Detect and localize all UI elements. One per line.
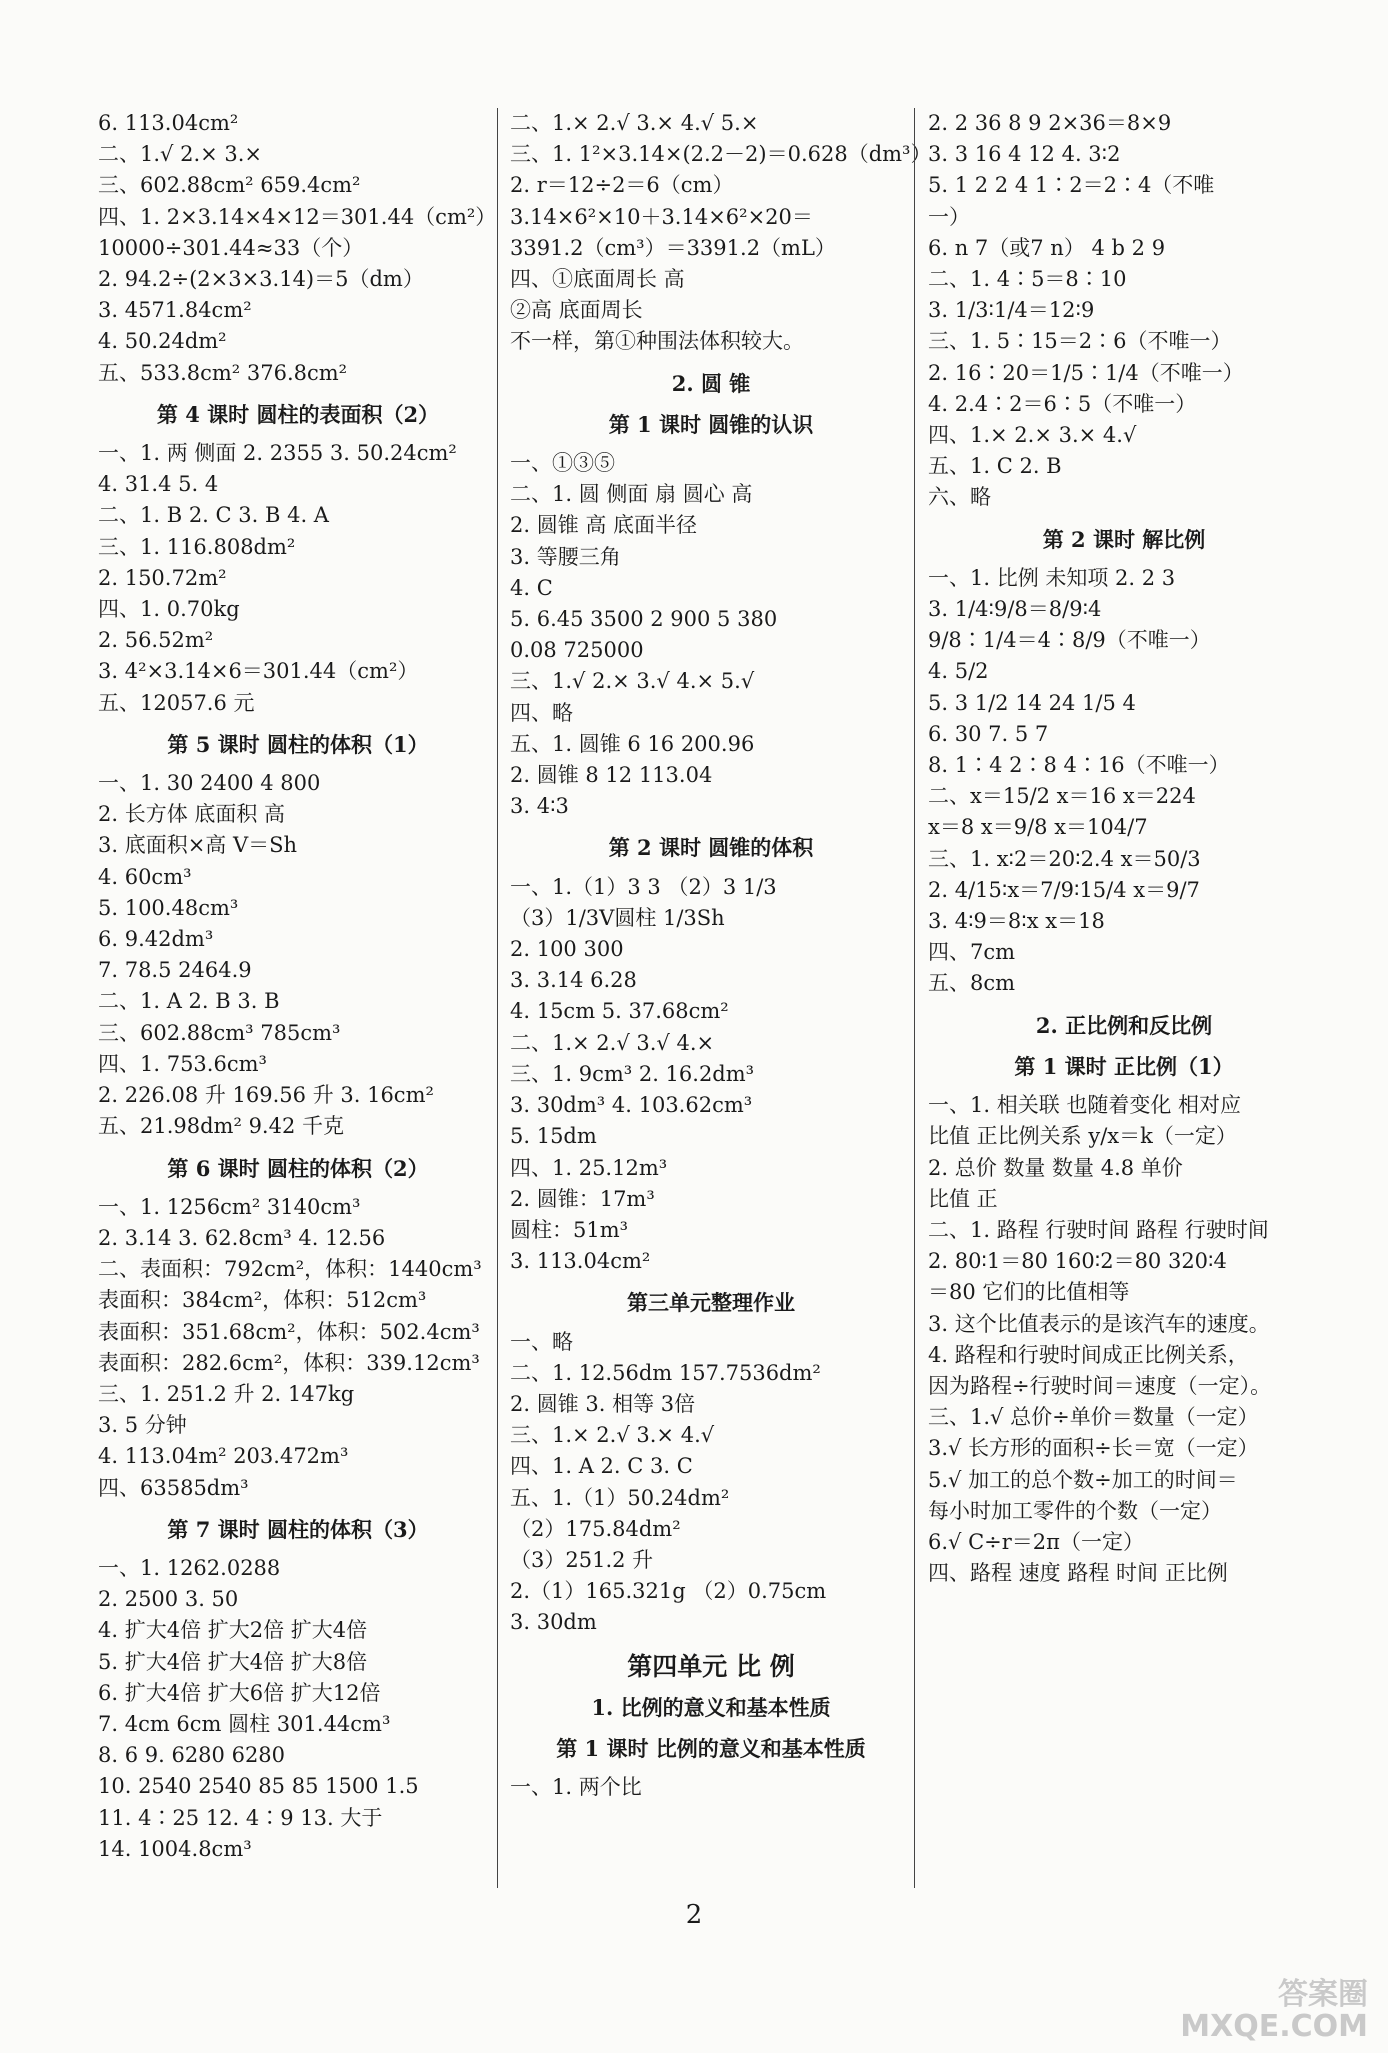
answer-line: 五、533.8cm² 376.8cm² xyxy=(98,360,348,385)
answer-line: 3. 等腰三角 xyxy=(510,544,621,569)
answer-line: 2. 4/15∶x＝7/9∶15/4 x＝9/7 xyxy=(928,877,1200,902)
answer-line: 3. 4²×3.14×6＝301.44（cm²） xyxy=(98,659,419,684)
answer-line: 3. 底面积×高 V＝Sh xyxy=(98,833,298,858)
answer-line: ②高 底面周长 xyxy=(510,298,643,323)
section-heading: 第三单元整理作业 xyxy=(627,1290,795,1316)
answer-line: 2. 长方体 底面积 高 xyxy=(98,802,286,827)
answer-line: 9/8∶1/4＝4∶8/9（不唯一） xyxy=(928,628,1211,653)
answer-line: 3. 30dm xyxy=(510,1610,597,1635)
answer-line: 6.√ C÷r＝2π（一定） xyxy=(928,1529,1144,1554)
answer-line: 2. 2 36 8 9 2×36＝8×9 xyxy=(928,111,1172,135)
answer-line: 二、1. 4∶5＝8∶10 xyxy=(928,267,1127,292)
answer-line: 4. 60cm³ xyxy=(98,864,192,889)
answer-line: 2. 2500 3. 50 xyxy=(98,1587,239,1612)
answer-line: 三、1. x∶2＝20∶2.4 x＝50/3 xyxy=(928,846,1201,871)
answer-line: 5. 3 1/2 14 24 1/5 4 xyxy=(928,690,1136,715)
answer-line: 6. 30 7. 5 7 xyxy=(928,721,1049,746)
answer-line: 5. 100.48cm³ xyxy=(98,895,239,920)
answer-line: 五、12057.6 元 xyxy=(98,690,255,715)
column-middle xyxy=(510,108,932,1803)
answer-line: 4. 50.24dm² xyxy=(98,329,227,354)
section-heading: 第 6 课时 圆柱的体积（2） xyxy=(167,1155,429,1181)
answer-line: 一、1. 1262.0288 xyxy=(98,1555,281,1580)
answer-line: 5. 15dm xyxy=(510,1124,597,1149)
answer-line: 4. 扩大4倍 扩大2倍 扩大4倍 xyxy=(98,1618,368,1643)
answer-line: 二、1. A 2. B 3. B xyxy=(98,989,280,1014)
answer-line: 一、1. 1256cm² 3140cm³ xyxy=(98,1194,361,1219)
answer-line: 2. 圆锥：17m³ xyxy=(510,1186,655,1211)
answer-line: 3. 这个比值表示的是该汽车的速度。 xyxy=(928,1311,1270,1336)
answer-line: 三、602.88cm³ 785cm³ xyxy=(98,1020,341,1045)
answer-line: 14. 1004.8cm³ xyxy=(98,1836,252,1861)
answer-line: 表面积：282.6cm²，体积：339.12cm³ xyxy=(98,1350,480,1375)
answer-line: 4. C xyxy=(510,575,553,600)
answer-line: 3.14×6²×10＋3.14×6²×20＝ xyxy=(510,204,813,229)
answer-line: 4. 路程和行驶时间成正比例关系， xyxy=(928,1342,1249,1367)
answer-line: 四、1. A 2. C 3. C xyxy=(510,1454,693,1479)
column-divider xyxy=(497,108,498,1888)
answer-line: 6. n 7（或7 n） 4 b 2 9 xyxy=(928,235,1166,260)
answer-line: 6. 9.42dm³ xyxy=(98,927,214,952)
answer-line: 2. 150.72m² xyxy=(98,565,227,590)
answer-line: x＝8 x＝9/8 x＝104/7 xyxy=(928,815,1148,840)
answer-line: 2. 100 300 xyxy=(510,937,624,962)
column-divider xyxy=(914,108,915,1888)
answer-line: 三、1.√ 总价÷单价＝数量（一定） xyxy=(928,1405,1259,1430)
answer-line: 一、1. 30 2400 4 800 xyxy=(98,771,321,796)
answer-line: 三、602.88cm² 659.4cm² xyxy=(98,173,361,198)
answer-line: 3. 30dm³ 4. 103.62cm³ xyxy=(510,1093,753,1118)
answer-line: 0.08 725000 xyxy=(510,638,644,663)
answer-line: 六、略 xyxy=(928,485,991,510)
answer-line: 4. 113.04m² 203.472m³ xyxy=(98,1444,349,1469)
answer-line: 四、63585dm³ xyxy=(98,1475,249,1500)
answer-line: 5.√ 加工的总个数÷加工的时间＝ xyxy=(928,1467,1238,1492)
answer-line: 二、1.× 2.√ 3.√ 4.× xyxy=(510,1030,715,1055)
answer-line: 5. 扩大4倍 扩大4倍 扩大8倍 xyxy=(98,1649,368,1674)
answer-line: 4. 5/2 xyxy=(928,659,989,684)
answer-line: 表面积：384cm²，体积：512cm³ xyxy=(98,1288,427,1313)
answer-line: 3. 3.14 6.28 xyxy=(510,968,637,993)
answer-line: 2. 226.08 升 169.56 升 3. 16cm² xyxy=(98,1083,434,1108)
answer-line: 不一样，第①种围法体积较大。 xyxy=(510,329,804,354)
answer-line: 10000÷301.44≈33（个） xyxy=(98,235,364,260)
answer-line: 2. 80∶1＝80 160∶2＝80 320∶4 xyxy=(928,1249,1227,1274)
page-number: 2 xyxy=(685,1900,703,1930)
answer-line: 三、1.√ 2.× 3.√ 4.× 5.√ xyxy=(510,669,755,694)
answer-line: 2. 圆锥 8 12 113.04 xyxy=(510,763,713,788)
answer-line: 6. 113.04cm² xyxy=(98,111,239,135)
answer-line: 五、8cm xyxy=(928,971,1016,996)
answer-line: 6. 扩大4倍 扩大6倍 扩大12倍 xyxy=(98,1680,381,1705)
answer-line: 五、21.98dm² 9.42 千克 xyxy=(98,1114,345,1139)
answer-line: （3）251.2 升 xyxy=(510,1547,654,1572)
section-heading: 第 2 课时 圆锥的体积 xyxy=(608,835,814,861)
answer-line: 三、1. 251.2 升 2. 147kg xyxy=(98,1381,355,1406)
answer-line: 一、1. 两 侧面 2. 2355 3. 50.24cm² xyxy=(98,441,457,466)
answer-line: 因为路程÷行驶时间＝速度（一定）。 xyxy=(928,1373,1272,1398)
watermark-url: MXQE.COM xyxy=(1180,2009,1368,2044)
answer-line: 一、1. 相关联 也随着变化 相对应 xyxy=(928,1093,1242,1118)
answer-line: 二、1. 圆 侧面 扇 圆心 高 xyxy=(510,482,753,507)
answer-line: 3. 3 16 4 12 4. 3∶2 xyxy=(928,142,1121,167)
answer-line: 3. 4∶3 xyxy=(510,794,569,819)
section-heading: 第 1 课时 圆锥的认识 xyxy=(608,411,814,437)
answer-line: 四、路程 速度 路程 时间 正比例 xyxy=(928,1561,1228,1586)
answer-line: 表面积：351.68cm²，体积：502.4cm³ xyxy=(98,1319,480,1344)
section-heading: 1. 比例的意义和基本性质 xyxy=(591,1694,831,1720)
answer-line: 二、1. 12.56dm 157.7536dm² xyxy=(510,1360,821,1385)
answer-line: 3. 5 分钟 xyxy=(98,1413,187,1438)
answer-line: 5. 6.45 3500 2 900 5 380 xyxy=(510,607,778,632)
answer-line: 2. 94.2÷(2×3×3.14)＝5（dm） xyxy=(98,267,424,292)
answer-line: ＝80 它们的比值相等 xyxy=(928,1280,1130,1305)
answer-line: 一） xyxy=(928,204,970,229)
answer-line: 二、1.× 2.√ 3.× 4.√ 5.× xyxy=(510,111,759,135)
answer-line: 3. 1/3∶1/4＝12∶9 xyxy=(928,298,1095,323)
answer-line: 圆柱：51m³ xyxy=(510,1217,629,1242)
answer-line: 三、1. 116.808dm² xyxy=(98,534,296,559)
answer-line: 三、1.× 2.√ 3.× 4.√ xyxy=(510,1423,715,1448)
answer-line: 3. 113.04cm² xyxy=(510,1249,651,1274)
column-left xyxy=(98,108,498,1865)
answer-line: 3. 1/4∶9/8＝8/9∶4 xyxy=(928,597,1102,622)
answer-line: 2. r＝12÷2＝6（cm） xyxy=(510,173,734,198)
answer-line: 四、7cm xyxy=(928,940,1016,965)
answer-line: 一、1. 比例 未知项 2. 2 3 xyxy=(928,565,1176,590)
answer-line: 2. 16∶20＝1/5∶1/4（不唯一） xyxy=(928,360,1244,385)
section-heading: 第 1 课时 正比例（1） xyxy=(1014,1053,1234,1079)
site-watermark xyxy=(1180,1979,1368,2043)
answer-line: 比值 正 xyxy=(928,1186,998,1211)
answer-line: 2. 3.14 3. 62.8cm³ 4. 12.56 xyxy=(98,1225,386,1250)
answer-line: 二、表面积：792cm²，体积：1440cm³ xyxy=(98,1257,482,1282)
answer-line: 四、1. 753.6cm³ xyxy=(98,1051,267,1076)
answer-line: 5. 1 2 2 4 1∶2＝2∶4（不唯 xyxy=(928,173,1215,198)
answer-line: 二、1. B 2. C 3. B 4. A xyxy=(98,503,329,528)
answer-line: 2. 圆锥 3. 相等 3倍 xyxy=(510,1391,696,1416)
answer-line: 五、1.（1）50.24dm² xyxy=(510,1485,730,1510)
answer-line: 五、1. 圆锥 6 16 200.96 xyxy=(510,731,755,756)
answer-line: 四、略 xyxy=(510,700,573,725)
answer-line: 3. 4571.84cm² xyxy=(98,298,252,323)
column-right xyxy=(928,108,1320,1589)
answer-line: 4. 2.4∶2＝6∶5（不唯一） xyxy=(928,391,1197,416)
answer-line: 五、1. C 2. B xyxy=(928,454,1062,479)
answer-line: 比值 正比例关系 y/x＝k（一定） xyxy=(928,1124,1237,1149)
watermark-logo-text: 答案圈 xyxy=(1278,1977,1368,2012)
answer-line: 8. 1∶4 2∶8 4∶16（不唯一） xyxy=(928,753,1230,778)
answer-line: 一、①③⑤ xyxy=(510,451,615,476)
answer-line: 11. 4∶25 12. 4∶9 13. 大于 xyxy=(98,1805,383,1830)
answer-line: 四、1. 0.70kg xyxy=(98,597,240,622)
section-heading: 2. 圆 锥 xyxy=(671,370,751,396)
section-heading: 第 5 课时 圆柱的体积（1） xyxy=(167,731,429,757)
answer-line: 2.（1）165.321g （2）0.75cm xyxy=(510,1579,827,1604)
section-heading: 第 7 课时 圆柱的体积（3） xyxy=(167,1516,429,1542)
answer-line: 四、①底面周长 高 xyxy=(510,267,685,292)
answer-line: 2. 圆锥 高 底面半径 xyxy=(510,513,698,538)
answer-line: 4. 31.4 5. 4 xyxy=(98,472,219,497)
answer-line: 3.√ 长方形的面积÷长＝宽（一定） xyxy=(928,1436,1259,1461)
answer-line: 7. 78.5 2464.9 xyxy=(98,958,252,983)
answer-line: 4. 15cm 5. 37.68cm² xyxy=(510,999,729,1024)
answer-line: 2. 56.52m² xyxy=(98,628,214,653)
answer-line: （3）1/3V圆柱 1/3Sh xyxy=(510,905,725,930)
answer-line: 三、1. 1²×3.14×(2.2－2)＝0.628（dm³） xyxy=(510,142,932,167)
section-heading: 第 4 课时 圆柱的表面积（2） xyxy=(156,401,440,427)
section-heading: 第 1 课时 比例的意义和基本性质 xyxy=(556,1735,866,1761)
answer-line: （2）175.84dm² xyxy=(510,1516,681,1541)
answer-line: 三、1. 5∶15＝2∶6（不唯一） xyxy=(928,329,1232,354)
answer-line: 一、1. 两个比 xyxy=(510,1775,642,1800)
answer-line: 3391.2（cm³）＝3391.2（mL） xyxy=(510,235,836,260)
answer-line: 四、1. 25.12m³ xyxy=(510,1155,668,1180)
answer-line: 10. 2540 2540 85 85 1500 1.5 xyxy=(98,1774,419,1799)
answer-line: 四、1.× 2.× 3.× 4.√ xyxy=(928,423,1137,448)
answer-line: 二、x＝15/2 x＝16 x＝224 xyxy=(928,784,1196,809)
answer-line: 3. 4∶9＝8∶x x＝18 xyxy=(928,909,1105,934)
answer-line: 四、1. 2×3.14×4×12＝301.44（cm²） xyxy=(98,204,497,229)
answer-line: 二、1. 路程 行驶时间 路程 行驶时间 xyxy=(928,1217,1269,1242)
section-heading: 第 2 课时 解比例 xyxy=(1042,526,1206,552)
answer-line: 2. 总价 数量 数量 4.8 单价 xyxy=(928,1155,1183,1180)
answer-line: 一、略 xyxy=(510,1329,573,1354)
section-heading: 2. 正比例和反比例 xyxy=(1035,1012,1213,1038)
answer-line: 三、1. 9cm³ 2. 16.2dm³ xyxy=(510,1061,755,1086)
answer-line: 8. 6 9. 6280 6280 xyxy=(98,1743,286,1768)
answer-line: 二、1.√ 2.× 3.× xyxy=(98,142,263,167)
answer-line: 每小时加工零件的个数（一定） xyxy=(928,1498,1222,1523)
answer-line: 一、1.（1）3 3 （2）3 1/3 xyxy=(510,874,777,899)
answer-line: 7. 4cm 6cm 圆柱 301.44cm³ xyxy=(98,1711,391,1736)
unit-heading: 第四单元 比 例 xyxy=(627,1651,795,1681)
